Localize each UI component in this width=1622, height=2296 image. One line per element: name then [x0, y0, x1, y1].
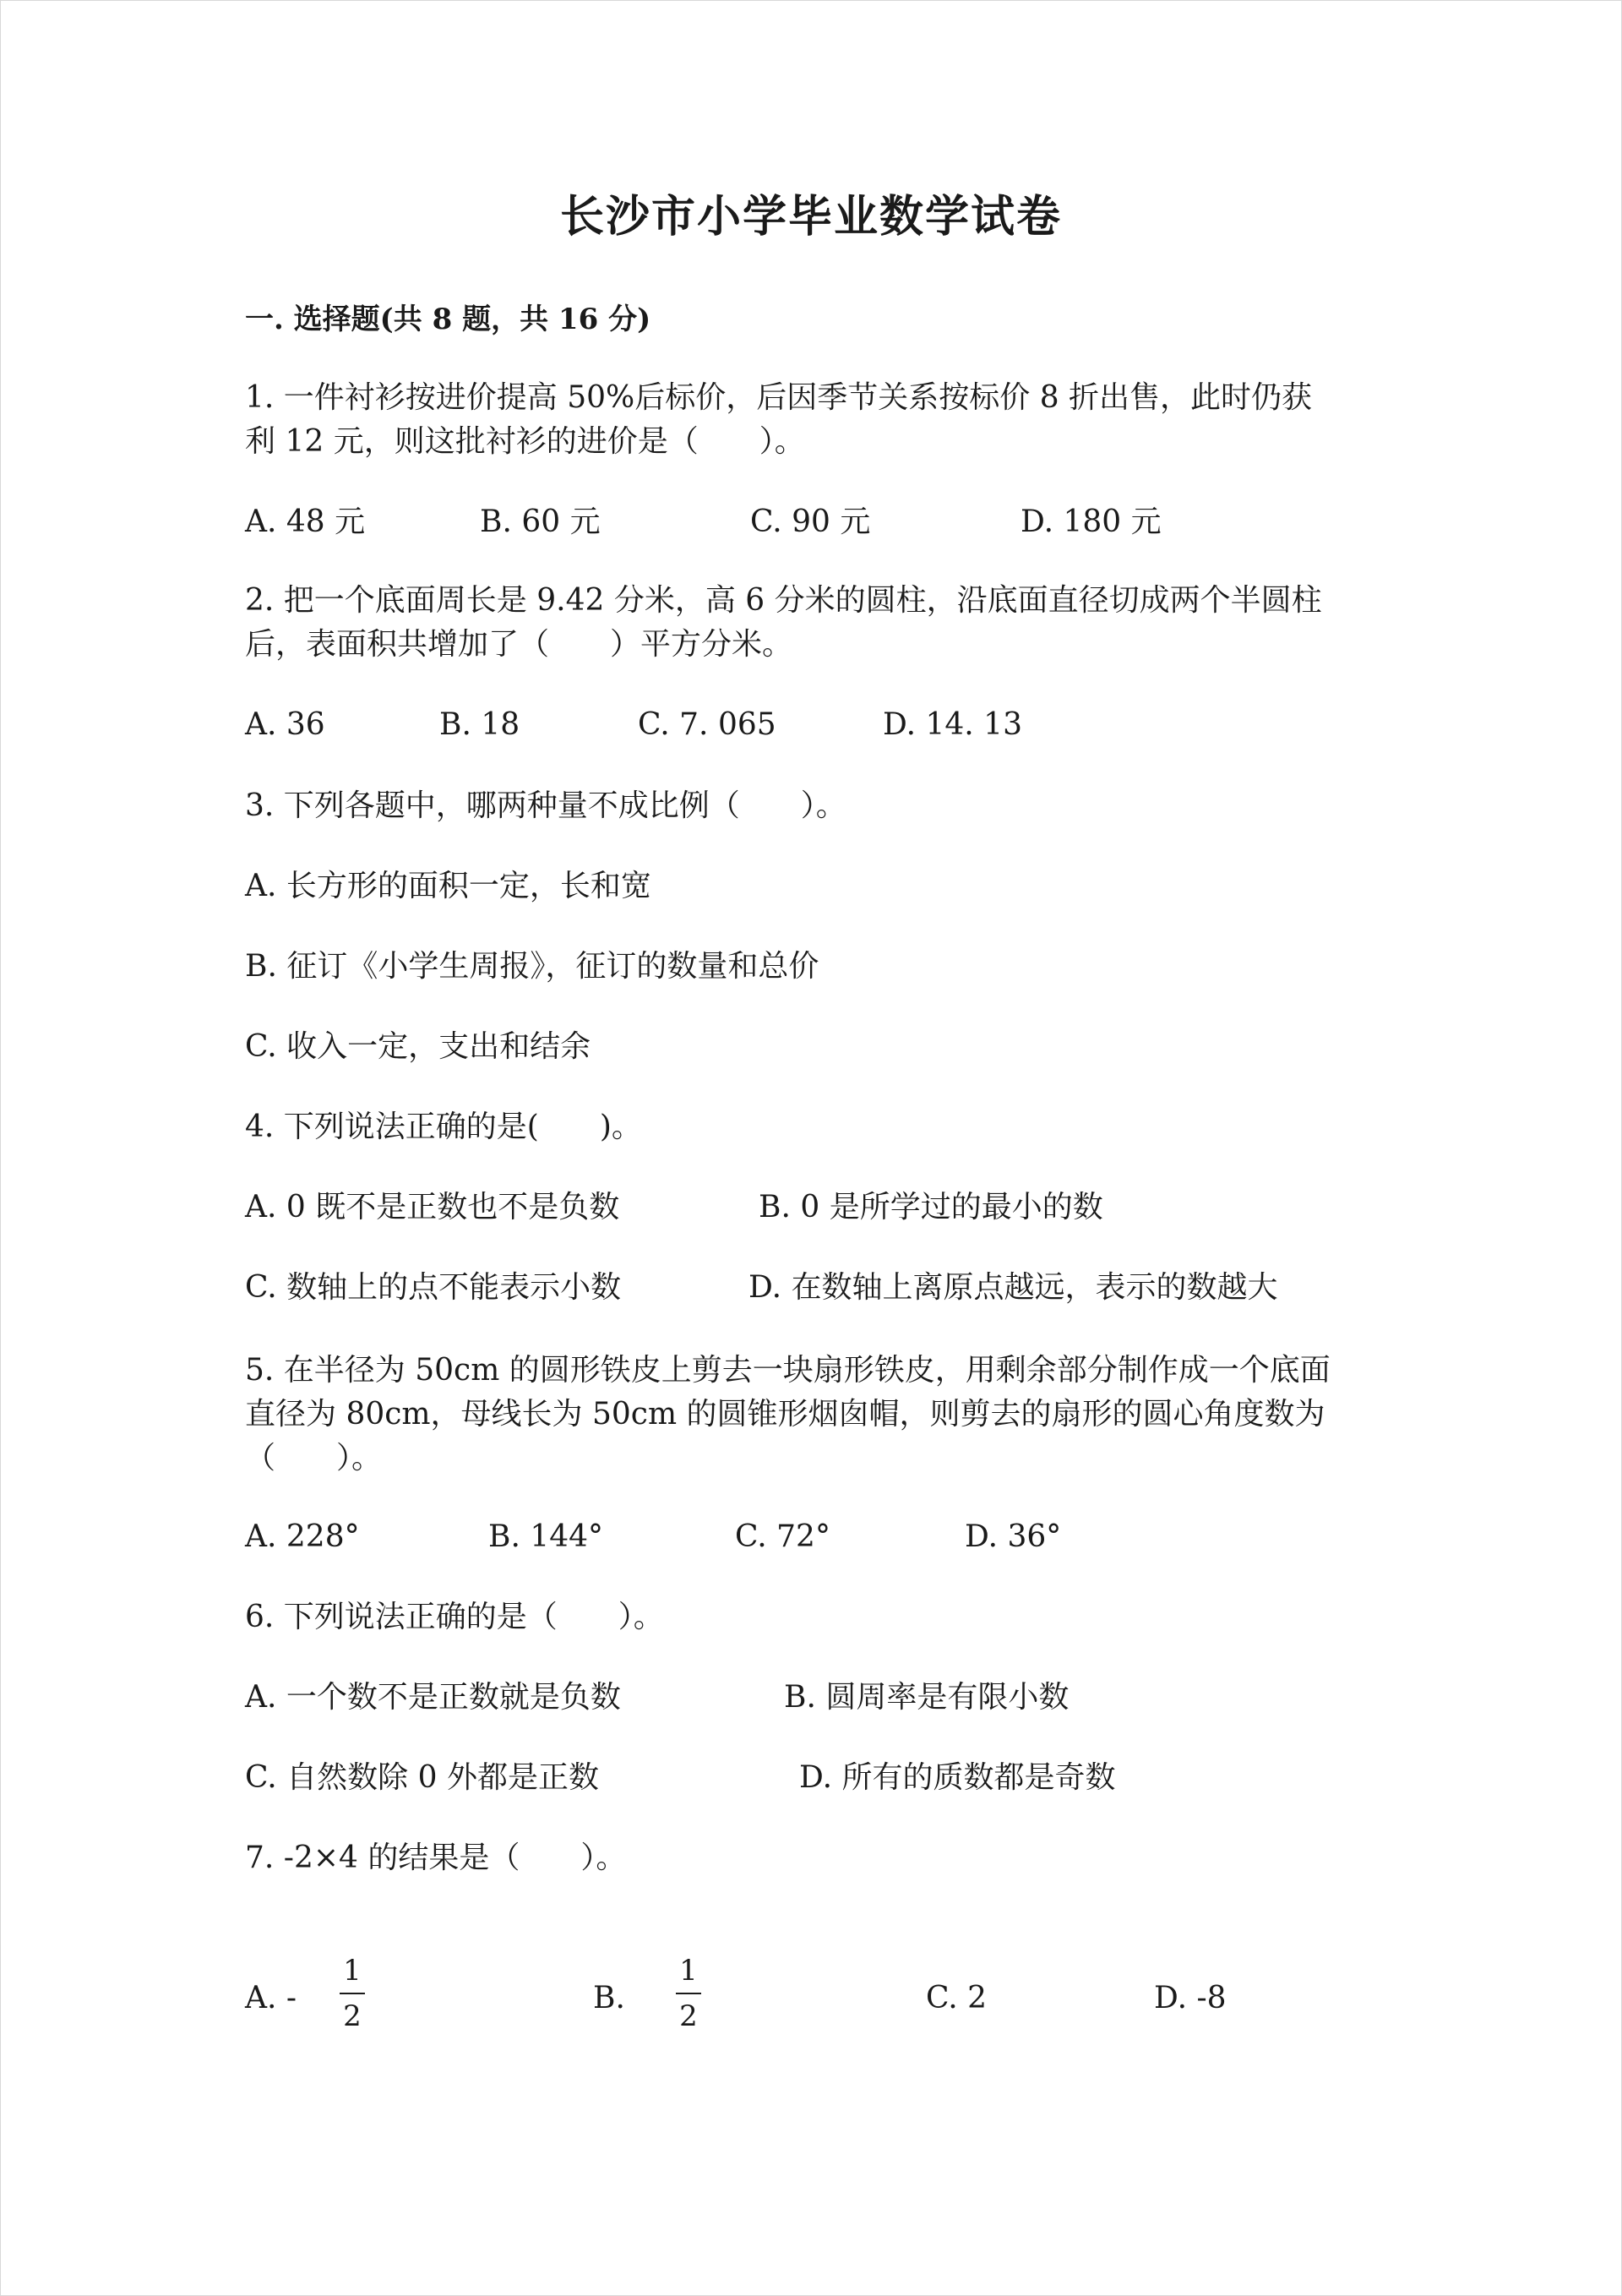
option-c[interactable]: C. 收入一定，支出和结余	[245, 1029, 591, 1064]
question-5-stem: 5. 在半径为 50cm 的圆形铁皮上剪去一块扇形铁皮，用剩余部分制作成一个底面 直径为 80cm，母线长为 50cm 的圆锥形烟囱帽，则剪去的扇形的圆心角度数为 （ ）。	[245, 1353, 1331, 1475]
option-b[interactable]: B. 18	[439, 707, 520, 742]
option-c[interactable]: C. 7. 065	[638, 707, 776, 742]
fraction	[338, 1952, 367, 2035]
question-2-stem: 2. 把一个底面周长是 9.42 分米，高 6 分米的圆柱，沿底面直径切成两个半圆柱 后，表面积共增加了（ ）平方分米。	[245, 583, 1322, 662]
question-5-options	[245, 1515, 1394, 1559]
fraction-bar	[340, 1993, 365, 1994]
option-d[interactable]: D. -8	[1154, 1981, 1227, 2015]
option-a[interactable]: A. 0 既不是正数也不是负数	[245, 1190, 620, 1224]
option-b[interactable]: B. 圆周率是有限小数	[784, 1680, 1070, 1715]
question-1-stem: 1. 一件衬衫按进价提高 50%后标价，后因季节关系按标价 8 折出售，此时仍获 利 12 元，则这批衬衫的进价是（ ）。	[245, 380, 1313, 459]
option-c[interactable]: C. 90 元	[750, 504, 871, 539]
question-7-stem: 7. -2×4 的结果是（ ）。	[245, 1841, 627, 1875]
page-title: 长沙市小学毕业数学试卷	[559, 191, 1062, 243]
question-3-stem: 3. 下列各题中，哪两种量不成比例（ ）。	[245, 788, 846, 823]
option-c[interactable]: C. 2	[926, 1981, 988, 2015]
question-6-option-row-1	[245, 1676, 1394, 1720]
option-b-label: B.	[593, 1981, 625, 2015]
question-3-option-row-c	[245, 1025, 1394, 1069]
question-4-stem: 4. 下列说法正确的是( )。	[245, 1110, 642, 1144]
option-b[interactable]: B. 144°	[488, 1519, 604, 1554]
fraction-numerator: 1	[679, 1954, 698, 1988]
fraction-numerator: 1	[343, 1954, 362, 1988]
option-c[interactable]: C. 自然数除 0 外都是正数	[245, 1760, 599, 1795]
fraction	[674, 1952, 703, 2035]
option-b[interactable]: B. 60 元	[480, 504, 601, 539]
option-d[interactable]: D. 在数轴上离原点越远，表示的数越大	[748, 1270, 1278, 1305]
fraction-bar	[676, 1993, 701, 1994]
option-a[interactable]: A. 36	[245, 707, 325, 742]
option-d[interactable]: D. 180 元	[1021, 504, 1162, 539]
option-a[interactable]: A. 一个数不是正数就是负数	[245, 1680, 621, 1715]
question-6-stem: 6. 下列说法正确的是（ ）。	[245, 1600, 664, 1634]
option-b[interactable]: B. 征订《小学生周报》，征订的数量和总价	[245, 949, 819, 984]
question-4-option-row-2	[245, 1266, 1394, 1310]
option-c[interactable]: C. 数轴上的点不能表示小数	[245, 1270, 622, 1305]
question-6-option-row-2	[245, 1756, 1394, 1800]
question-3-option-row-b	[245, 945, 1394, 989]
fraction-denominator: 2	[679, 1999, 698, 2033]
question-7-options	[245, 1952, 1394, 2045]
option-a[interactable]: A. 长方形的面积一定，长和宽	[245, 869, 651, 903]
fraction-denominator: 2	[343, 1999, 362, 2033]
option-c[interactable]: C. 72°	[735, 1519, 830, 1554]
question-1-options	[245, 500, 1394, 544]
option-d[interactable]: D. 36°	[965, 1519, 1062, 1554]
option-d[interactable]: D. 14. 13	[883, 707, 1022, 742]
option-a[interactable]: A. 228°	[245, 1519, 360, 1554]
section-heading: 一. 选择题(共 8 题，共 16 分)	[245, 303, 651, 336]
option-a[interactable]: A. 48 元	[245, 504, 366, 539]
question-2-options	[245, 703, 1394, 747]
question-3-option-row-a	[245, 864, 1394, 908]
option-a-label: A. -	[245, 1981, 297, 2015]
question-4-option-row-1	[245, 1186, 1394, 1230]
option-b[interactable]: B. 0 是所学过的最小的数	[759, 1190, 1103, 1224]
option-d[interactable]: D. 所有的质数都是奇数	[799, 1760, 1116, 1795]
